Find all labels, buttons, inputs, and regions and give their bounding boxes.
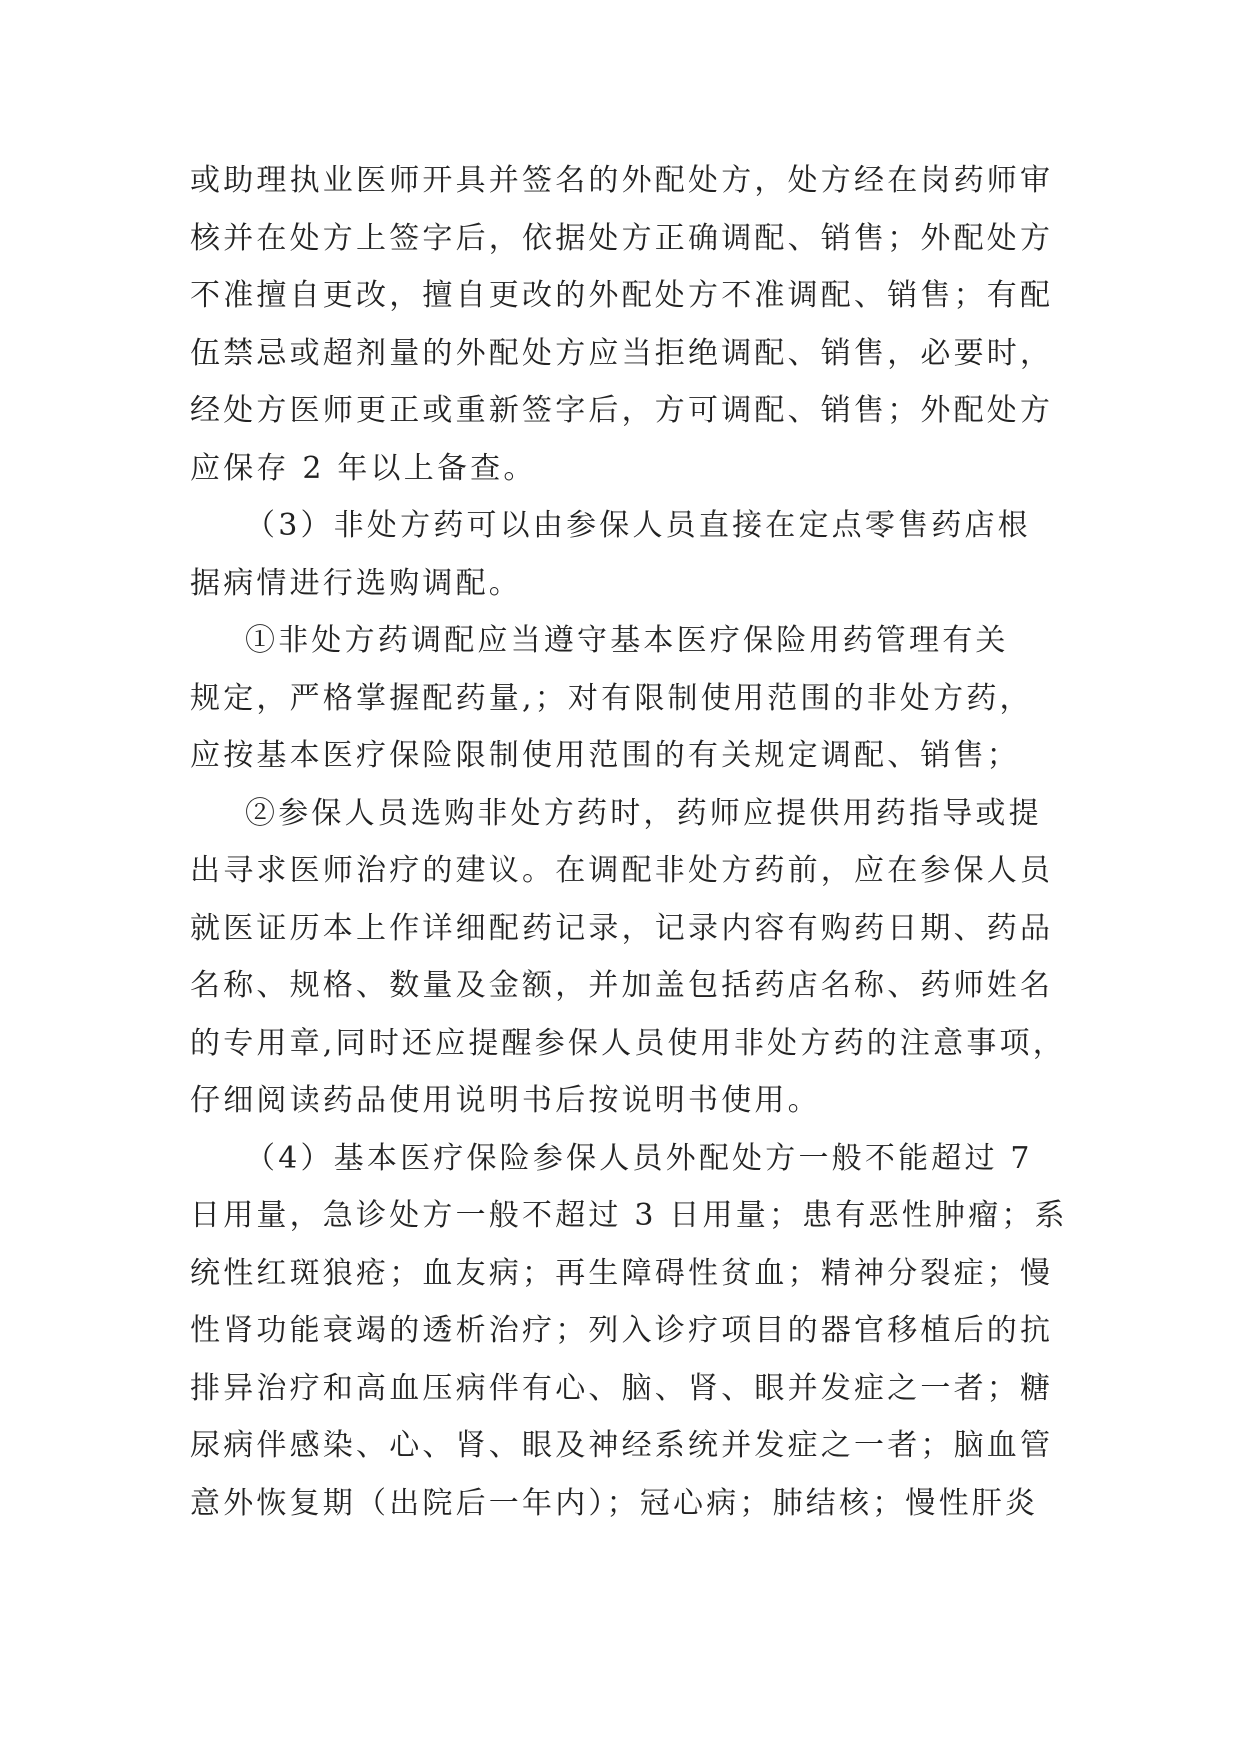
text-line: 日用量，急诊处方一般不超过 3 日用量；患有恶性肿瘤；系 <box>190 1198 1068 1233</box>
text-line: 经处方医师更正或重新签字后，方可调配、销售；外配处方 <box>190 393 1054 428</box>
paragraph-start-line: （4）基本医疗保险参保人员外配处方一般不能超过 7 <box>245 1140 1033 1176</box>
text-line: 不准擅自更改，擅自更改的外配处方不准调配、销售；有配 <box>190 278 1054 313</box>
text-line: 就医证历本上作详细配药记录，记录内容有购药日期、药品 <box>190 910 1054 946</box>
text-line: 仔细阅读药品使用说明书后按说明书使用。 <box>190 1083 821 1118</box>
paragraph-start-line: ②参保人员选购非处方药时，药师应提供用药指导或提 <box>245 795 1042 831</box>
paragraph-start-line: （3）非处方药可以由参保人员直接在定点零售药店根 <box>245 508 1031 543</box>
text-line: 的专用章,同时还应提醒参保人员使用非处方药的注意事项， <box>190 1025 1066 1061</box>
text-line: 出寻求医师治疗的建议。在调配非处方药前，应在参保人员 <box>190 853 1054 888</box>
text-line: 据病情进行选购调配。 <box>190 565 522 601</box>
text-line: 意外恢复期（出院后一年内）；冠心病；肺结核；慢性肝炎 <box>190 1485 1039 1521</box>
text-line: 核并在处方上签字后，依据处方正确调配、销售；外配处方 <box>190 220 1054 256</box>
text-line: 性肾功能衰竭的透析治疗；列入诊疗项目的器官移植后的抗 <box>190 1313 1054 1348</box>
text-line: 规定，严格掌握配药量,；对有限制使用范围的非处方药， <box>190 680 1033 716</box>
text-line: 或助理执业医师开具并签名的外配处方，处方经在岗药师审 <box>190 163 1054 198</box>
body-text <box>190 152 1068 1532</box>
text-line: 伍禁忌或超剂量的外配处方应当拒绝调配、销售，必要时， <box>190 335 1054 371</box>
text-line: 应保存 2 年以上备查。 <box>190 450 537 486</box>
text-line: 应按基本医疗保险限制使用范围的有关规定调配、销售； <box>190 738 1020 773</box>
text-line: 排异治疗和高血压病伴有心、脑、肾、眼并发症之一者；糖 <box>190 1370 1054 1406</box>
text-line: 尿病伴感染、心、肾、眼及神经系统并发症之一者；脑血管 <box>190 1428 1054 1463</box>
text-line: 名称、规格、数量及金额，并加盖包括药店名称、药师姓名 <box>190 968 1054 1003</box>
text-line: 统性红斑狼疮；血友病；再生障碍性贫血；精神分裂症；慢 <box>190 1255 1054 1291</box>
paragraph-start-line: ①非处方药调配应当遵守基本医疗保险用药管理有关 <box>245 623 1009 658</box>
